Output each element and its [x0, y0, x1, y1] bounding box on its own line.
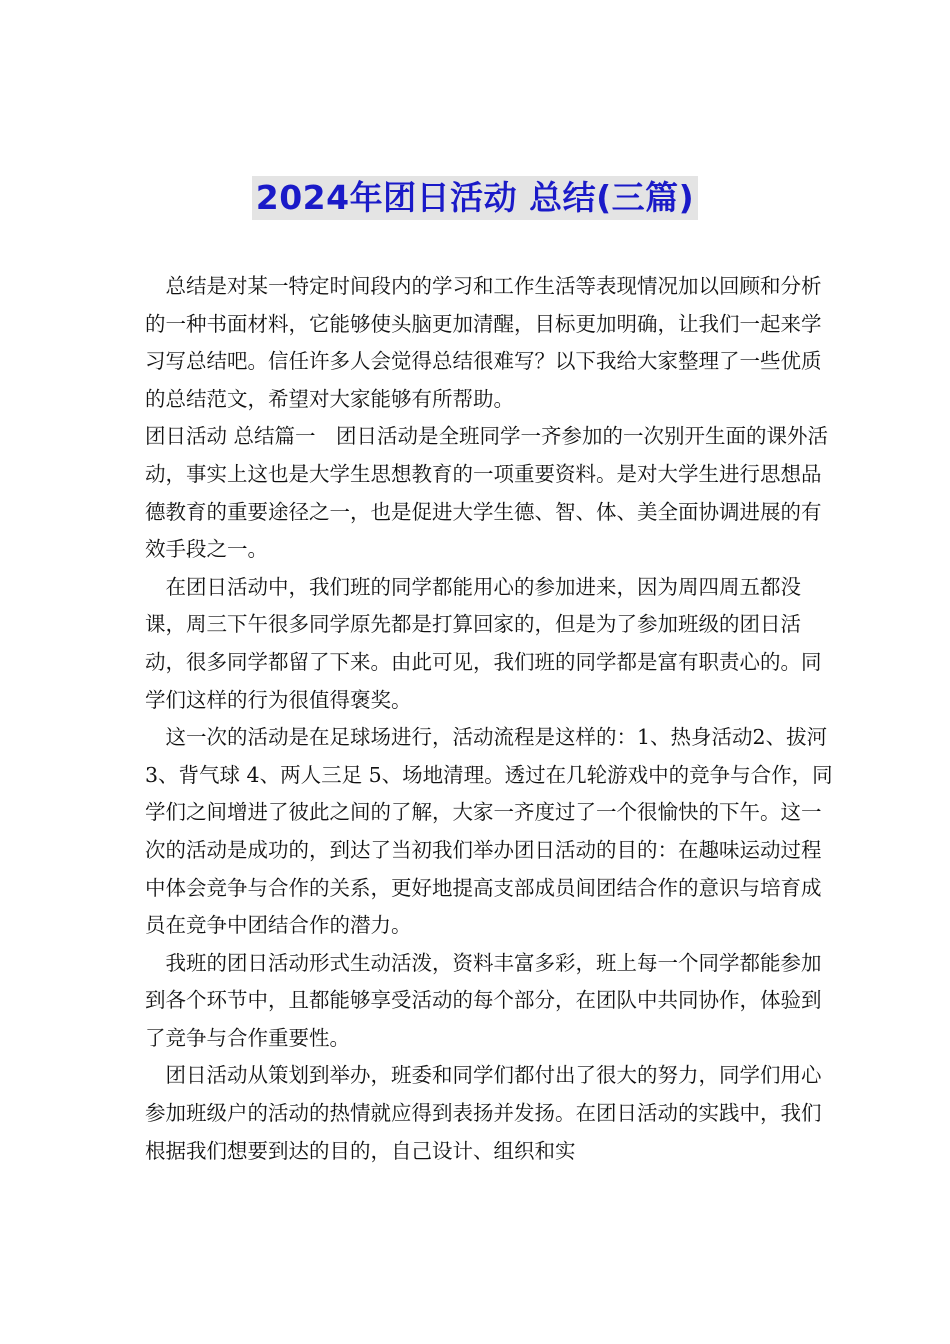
- paragraph-planning: 团日活动从策划到举办，班委和同学们都付出了很大的努力，同学们用心参加班级户的活动的热情就应得到表扬并发扬。在团日活动的实践中，我们根据我们想要到达的目的，自己设计、组织和实: [145, 1063, 822, 1163]
- title-container: [0, 176, 950, 220]
- paragraph-activity-form: 我班的团日活动形式生动活泼，资料丰富多彩，班上每一个同学都能参加到各个环节中，且都能够享受活动的每个部分，在团队中共同协作，体验到了竞争与合作重要性。: [145, 950, 822, 1050]
- paragraph-section-one: 团日活动 总结篇一 团日活动是全班同学一齐参加的一次别开生面的课外活动，事实上这也是大学生思想教育的一项重要资料。是对大学生进行思想品德教育的重要途径之一，也是促进大学生德、智、体、美全面协调进展的有效手段之一。: [145, 424, 829, 562]
- document-body: [145, 268, 835, 1170]
- paragraph-participation: 在团日活动中，我们班的同学都能用心的参加进来，因为周四周五都没课，周三下午很多同学原先都是打算回家的，但是为了参加班级的团日活动，很多同学都留了下来。由此可见，我们班的同学都是富有职责心的。同学们这样的行为很值得褒奖。: [145, 574, 822, 712]
- paragraph-activity-flow: 这一次的活动是在足球场进行，活动流程是这样的：1、热身活动2、拔河 3、背气球 4、两人三足 5、场地清理。透过在几轮游戏中的竞争与合作，同学们之间增进了彼此之间的了解，大家一齐度过了一个很愉快的下午。这一次的活动是成功的，到达了当初我们举办团日活动的目的：在趣味运动过程中体会竞争与合作的关系，更好地提高支部成员间团结合作的意识与培育成员在竞争中团结合作的潜力。: [145, 725, 833, 938]
- document-title: 2024年团日活动 总结(三篇): [252, 176, 699, 220]
- paragraph-intro: 总结是对某一特定时间段内的学习和工作生活等表现情况加以回顾和分析的一种书面材料，它能够使头脑更加清醒，目标更加明确，让我们一起来学习写总结吧。信任许多人会觉得总结很难写？以下我给大家整理了一些优质的总结范文，希望对大家能够有所帮助。: [145, 274, 822, 411]
